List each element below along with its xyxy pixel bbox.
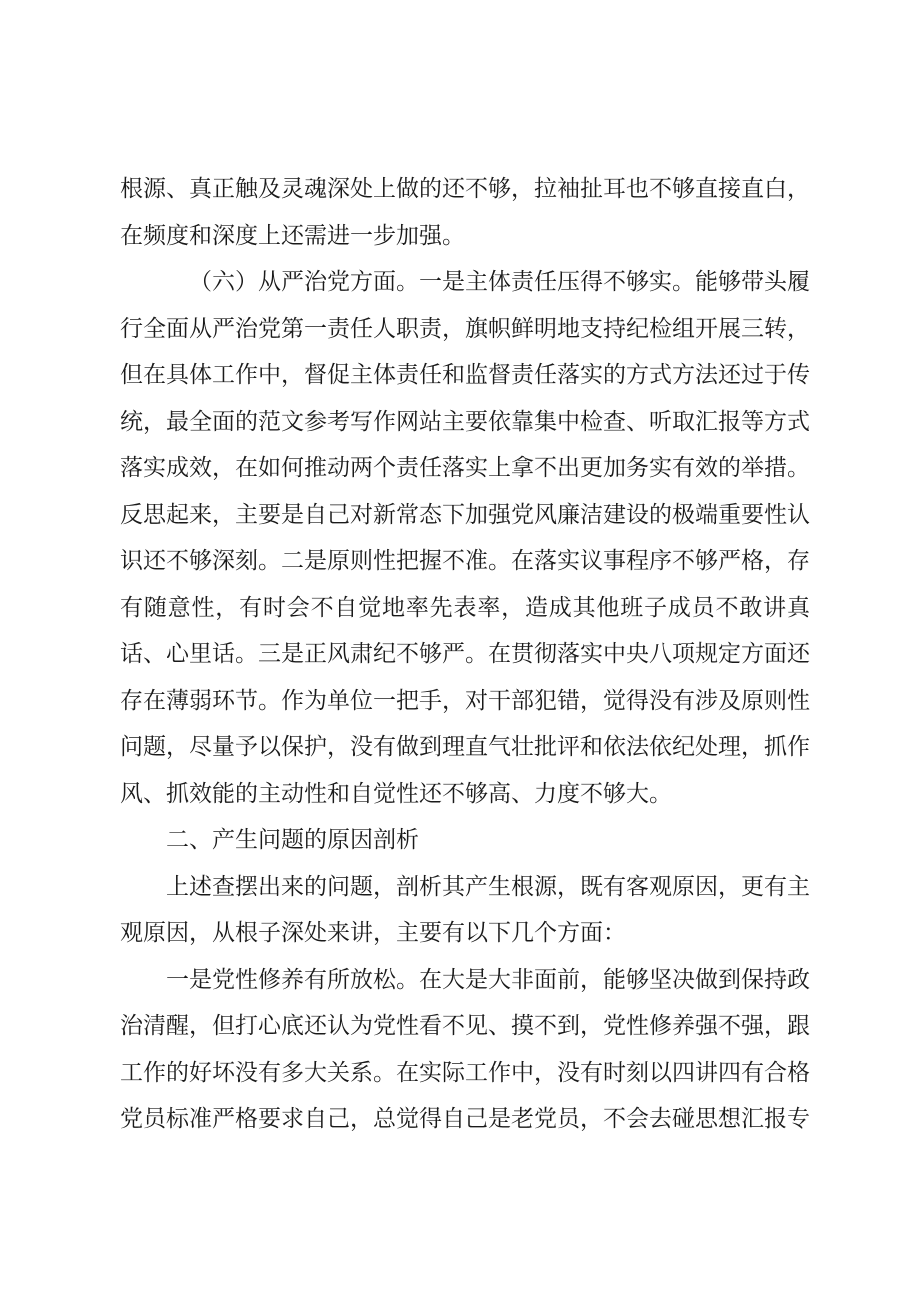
paragraph-continuation: 根源、真正触及灵魂深处上做的还不够，拉袖扯耳也不够直接直白，在频度和深度上还需进一步加强。 — [120, 176, 810, 249]
section-heading-cause-analysis: 二、产生问题的原因剖析 — [166, 827, 419, 853]
paragraph-strict-party-governance: （六）从严治党方面。一是主体责任压得不够实。能够带头履行全面从严治党第一责任人职责，旗帜鲜明地支持纪检组开展三转，但在具体工作中，督促主体责任和监督责任落实的方式方法还过于传统，最全面的范文参考写作网站主要依靠集中检查、听取汇报等方式落实成效，在如何推动两个责任落实上拿不出更加务实有效的举措。反思起来，主要是自己对新常态下加强党风廉洁建设的极端重要性认识还不够深刻。二是原则性把握不准。在落实议事程序不够严格，存有随意性，有时会不自觉地率先表率，造成其他班子成员不敢讲真话、心里话。三是正风肃纪不够严。在贯彻落实中央八项规定方面还存在薄弱环节。作为单位一把手，对干部犯错，觉得没有涉及原则性问题，尽量予以保护，没有做到理直气壮批评和依法依纪处理，抓作风、抓效能的主动性和自觉性还不够高、力度不够大。 — [120, 269, 810, 807]
paragraph-party-cultivation: 一是党性修养有所放松。在大是大非面前，能够坚决做到保持政治清醒，但打心底还认为党性看不见、摸不到，党性修养强不强，跟工作的好坏没有多大关系。在实际工作中，没有时刻以四讲四有合格党员标准严格要求自己，总觉得自己是老党员，不会去碰思想汇报专 — [120, 966, 810, 1132]
paragraph-cause-intro: 上述查摆出来的问题，剖析其产生根源，既有客观原因，更有主观原因，从根子深处来讲，主要有以下几个方面： — [120, 873, 810, 946]
document-body — [120, 166, 810, 1143]
